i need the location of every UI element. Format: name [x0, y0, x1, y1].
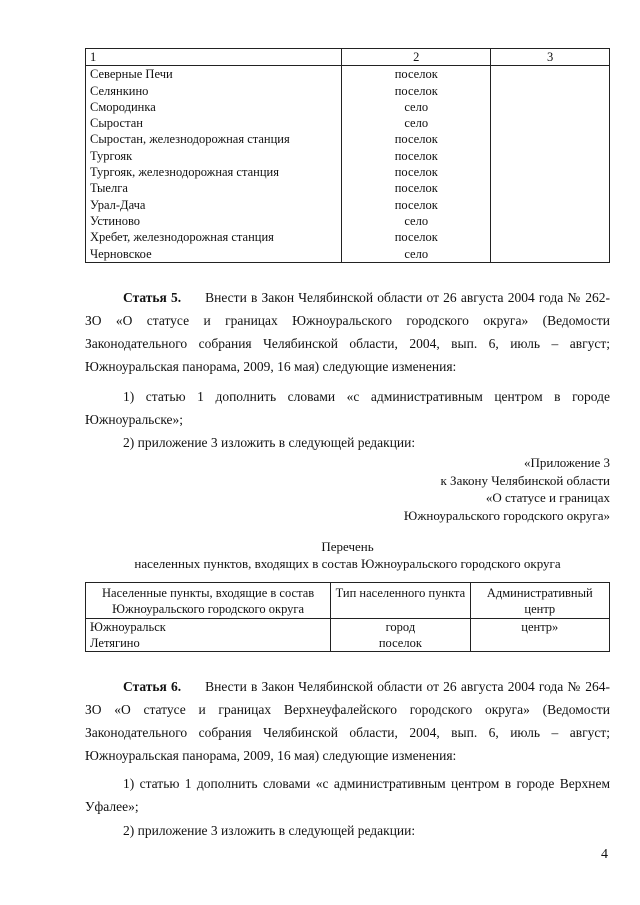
settlement-name: Хребет, железнодорожная станция — [86, 229, 342, 245]
empty-cell — [491, 164, 610, 180]
column-header-type: Тип населенного пункта — [331, 583, 470, 619]
article-6-paragraph — [85, 675, 610, 767]
appendix-line-1: «Приложение 3 — [523, 455, 610, 470]
article-6-item-2: 2) приложение 3 изложить в следующей редакции: — [123, 823, 416, 838]
table-row — [86, 229, 610, 245]
settlement-type: село — [342, 213, 491, 229]
page-number: 4 — [601, 847, 608, 862]
appendix-line-3: «О статусе и границах — [485, 490, 610, 505]
settlement-type: поселок — [342, 66, 491, 83]
empty-cell — [491, 246, 610, 263]
table-row — [86, 619, 610, 652]
column-header-2: 2 — [342, 49, 491, 66]
table-row — [86, 213, 610, 229]
table-row — [86, 83, 610, 99]
table-header-row — [86, 49, 610, 66]
empty-cell — [491, 99, 610, 115]
list-title-line-1: Перечень — [321, 539, 374, 554]
settlement-name: Южноуральск — [90, 620, 166, 634]
table-row — [86, 66, 610, 83]
empty-cell — [491, 66, 610, 83]
settlement-name: Тыелга — [86, 180, 342, 196]
article-6-item-1: 1) статью 1 дополнить словами «с административным центром в городе Верхнем Уфалее»; — [85, 776, 610, 814]
type-cell — [331, 619, 470, 652]
table-row — [86, 148, 610, 164]
appendix-line-2: к Закону Челябинской области — [440, 472, 610, 488]
settlements-table-continued — [85, 48, 610, 263]
settlement-type: город — [385, 620, 416, 634]
settlement-name: Черновское — [86, 246, 342, 263]
empty-cell — [491, 213, 610, 229]
settlement-name: Летягино — [90, 636, 140, 650]
empty-cell — [491, 180, 610, 196]
table-row — [86, 131, 610, 147]
settlement-type: поселок — [342, 83, 491, 99]
settlements-list-table — [85, 582, 610, 652]
admin-center-value: центр» — [521, 620, 559, 634]
column-header-1: 1 — [86, 49, 342, 66]
article-5-item-1: 1) статью 1 дополнить словами «с административным центром в городе Южноуральске»; — [85, 389, 610, 427]
settlement-type: поселок — [378, 636, 422, 650]
settlement-type: село — [342, 115, 491, 131]
settlement-type: село — [342, 246, 491, 263]
appendix-header — [310, 454, 610, 524]
empty-cell — [491, 197, 610, 213]
article-5-label: Статья 5. — [123, 290, 182, 305]
settlement-name: Тургояк — [86, 148, 342, 164]
settlement-type: поселок — [342, 164, 491, 180]
settlement-type: село — [342, 99, 491, 115]
settlement-name: Северные Печи — [86, 66, 342, 83]
column-header-admin-center: Административный центр — [470, 583, 609, 619]
table-row — [86, 115, 610, 131]
column-header-3: 3 — [491, 49, 610, 66]
table-row — [86, 99, 610, 115]
admin-center-cell — [470, 619, 609, 652]
settlement-type: поселок — [342, 131, 491, 147]
list-title-line-2: населенных пунктов, входящих в состав Южноуральского городского округа — [134, 556, 561, 571]
table-row — [86, 164, 610, 180]
table-row — [86, 180, 610, 196]
settlement-type: поселок — [342, 148, 491, 164]
settlement-name: Сыростан — [86, 115, 342, 131]
empty-cell — [491, 83, 610, 99]
empty-cell — [491, 131, 610, 147]
list-title — [85, 538, 610, 572]
column-header-settlements: Населенные пункты, входящие в состав Южноуральского городского округа — [86, 583, 331, 619]
empty-cell — [491, 229, 610, 245]
appendix-line-4: Южноуральского городского округа» — [403, 507, 610, 523]
article-5-item-2: 2) приложение 3 изложить в следующей редакции: — [123, 435, 416, 450]
settlement-name: Устиново — [86, 213, 342, 229]
settlement-type: поселок — [342, 229, 491, 245]
settlement-name: Урал-Дача — [86, 197, 342, 213]
settlement-name: Тургояк, железнодорожная станция — [86, 164, 342, 180]
empty-cell — [491, 115, 610, 131]
empty-cell — [491, 148, 610, 164]
settlement-type: поселок — [342, 197, 491, 213]
settlement-name: Селянкино — [86, 83, 342, 99]
article-5-paragraph — [85, 286, 610, 378]
article-5-text: Внести в Закон Челябинской области от 26 августа 2004 года № 262-ЗО «О статусе и границах Южноуральского городского округа» (Ведомости Законодательного собрания Челябинской области, 2004, вып. 6, июль – август; Южноуральская панорама, 2009, 16 мая) следующие изменения: — [85, 290, 610, 374]
article-6-label: Статья 6. — [123, 679, 182, 694]
table-row — [86, 197, 610, 213]
table-row — [86, 246, 610, 263]
settlement-cell — [86, 619, 331, 652]
settlement-name: Смородинка — [86, 99, 342, 115]
article-6-text: Внести в Закон Челябинской области от 26 августа 2004 года № 264-ЗО «О статусе и границах Верхнеуфалейского городского округа» (Ведомости Законодательного собрания Челябинской области, 2004, вып. 6, июль – август; Южноуральская панорама, 2009, 16 мая) следующие изменения: — [85, 679, 610, 763]
settlement-type: поселок — [342, 180, 491, 196]
table-header-row — [86, 583, 610, 619]
settlement-name: Сыростан, железнодорожная станция — [86, 131, 342, 147]
